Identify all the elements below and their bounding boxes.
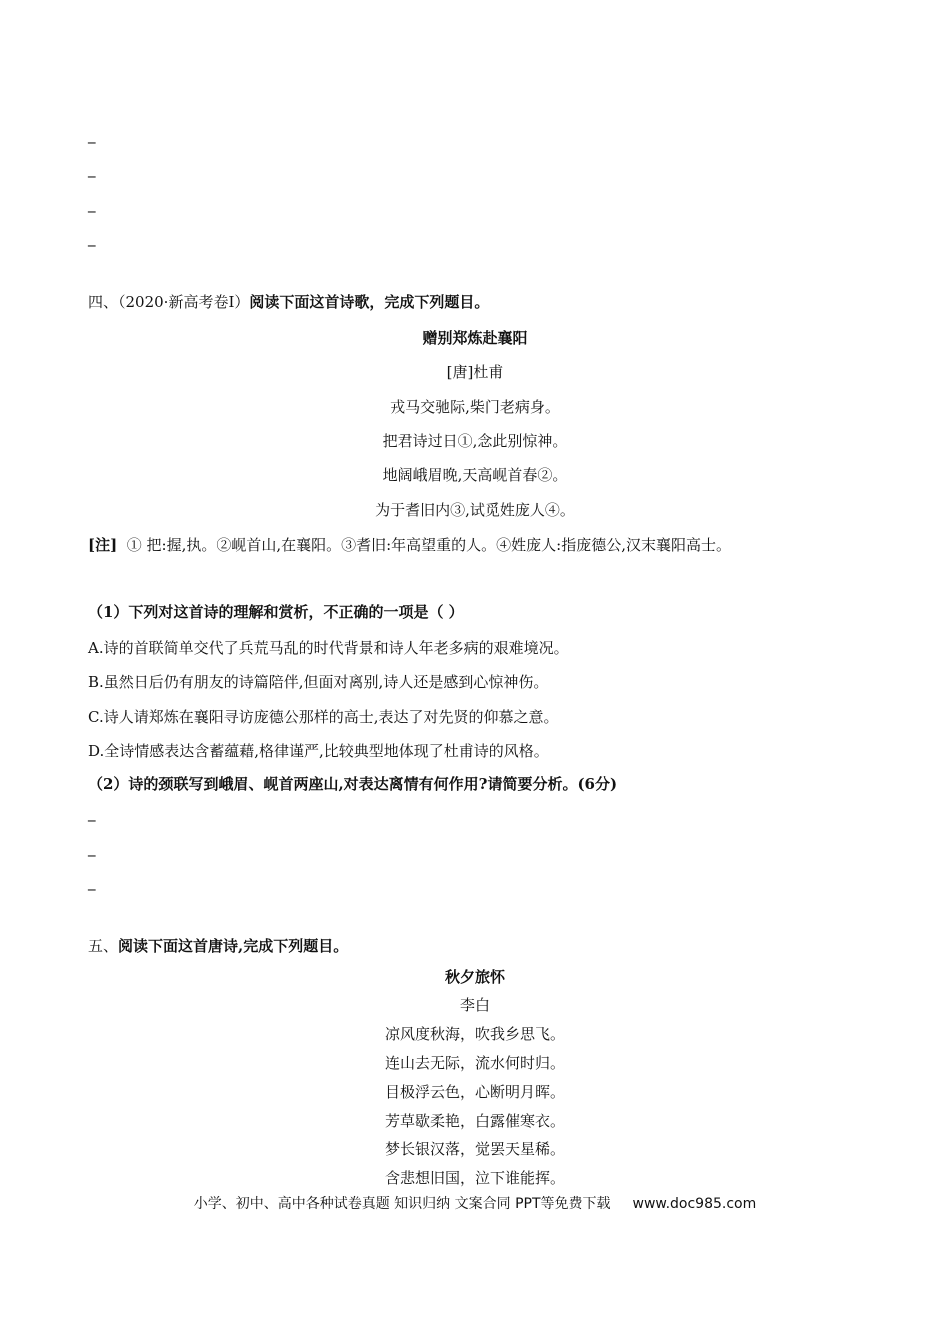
sub-question-1-stem: （1）下列对这首诗的理解和赏析，不正确的一项是（ ） [88,603,464,621]
question-5-instruction: 阅读下面这首唐诗,完成下列题目。 [118,937,349,955]
answer-blank-line: _ [88,195,96,213]
poem-line: 为于耆旧内③,试觅姓庞人④。 [375,501,575,519]
sub-question-2-stem: （2）诗的颈联写到峨眉、岘首两座山,对表达离情有何作用?请简要分析。(6分) [88,775,618,793]
note-text: ① 把:握,执。②岘首山,在襄阳。③耆旧:年高望重的人。④姓庞人:指庞德公,汉末襄阳高士。 [126,536,731,554]
footer-url[interactable]: www.doc985.com [632,1196,757,1212]
page-footer [0,1193,950,1213]
poem-line: 含悲想旧国，泣下谁能挥。 [384,1169,565,1187]
poem-author: [唐]杜甫 [446,363,504,381]
footer-text: 小学、初中、高中各种试卷真题 知识归纳 文案合同 PPT等免费下载 [193,1196,611,1212]
poem-author: 李白 [459,996,490,1014]
question-5-number: 五、 [88,937,119,955]
answer-blank-line: _ [88,229,96,247]
option-b: B.虽然日后仍有朋友的诗篇陪伴,但面对离别,诗人还是感到心惊神伤。 [88,673,549,691]
note-label: [注] [88,536,118,554]
poem-line: 戎马交驰际,柴门老病身。 [390,398,560,416]
poem-line: 把君诗过日①,念此别惊神。 [382,432,568,450]
answer-blank-line: _ [88,804,96,822]
option-c: C.诗人请郑炼在襄阳寻访庞德公那样的高士,表达了对先贤的仰慕之意。 [88,708,559,726]
option-d: D.全诗情感表达含蓄蕴藉,格律谨严,比较典型地体现了杜甫诗的风格。 [88,742,549,760]
answer-blank-line: _ [88,873,96,891]
poem-line: 梦长银汉落，觉罢天星稀。 [384,1140,565,1158]
option-a: A.诗的首联简单交代了兵荒马乱的时代背景和诗人年老多病的艰难境况。 [88,639,569,657]
poem-title: 秋夕旅怀 [444,968,505,986]
question-4-number: 四、（2020·新高考卷Ⅰ） [88,293,250,311]
question-5-heading [88,935,348,956]
answer-blank-line: _ [88,160,96,178]
poem-line: 芳草歇柔艳，白露催寒衣。 [384,1112,565,1130]
answer-blank-line: _ [88,126,96,144]
question-4-instruction: 阅读下面这首诗歌，完成下列题目。 [249,293,490,311]
poem-line: 连山去无际，流水何时归。 [384,1054,565,1072]
question-4-heading [88,291,489,312]
poem-line: 目极浮云色，心断明月晖。 [384,1083,565,1101]
poem-line: 凉风度秋海，吹我乡思飞。 [384,1025,565,1043]
poem-line: 地阔峨眉晚,天高岘首春②。 [382,466,568,484]
poem-notes [88,534,731,555]
poem-title: 赠别郑炼赴襄阳 [422,329,528,347]
answer-blank-line: _ [88,839,96,857]
